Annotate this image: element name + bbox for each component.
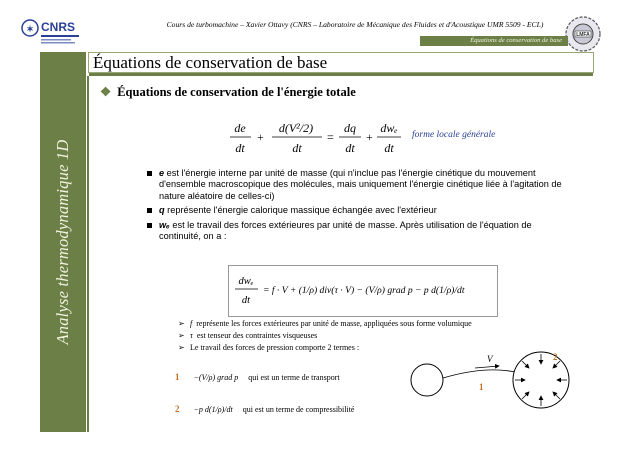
- eq1-term3-num: dq: [344, 121, 356, 135]
- course-header: Cours de turbomachine – Xavier Ottavy (CNRS – Laboratoire de Mécanique des Fluides et d'Acoustique UMR 5509 - ECL): [166, 20, 544, 29]
- term-number: 1: [175, 372, 180, 382]
- bullet-symbol: wₑ: [159, 219, 170, 230]
- work-equation: [228, 265, 498, 317]
- sub-text: est tenseur des contraintes visqueuses: [196, 331, 318, 340]
- term-text: qui est un terme de compressibilité: [242, 405, 355, 414]
- section-tag: Équations de conservation de base: [420, 36, 568, 46]
- sub-text: Le travail des forces de pression comporte 2 termes :: [190, 343, 360, 352]
- bullet-symbol: e: [159, 168, 165, 178]
- eq1-term2-num: d(V²/2): [278, 121, 314, 135]
- velocity-label: V: [487, 354, 493, 364]
- list-item: [147, 168, 567, 202]
- list-item: [178, 318, 578, 329]
- svg-text:+: +: [257, 130, 264, 144]
- sidebar-label: Analyse thermodynamique 1D: [53, 139, 72, 345]
- term-number: 2: [175, 404, 180, 414]
- list-item: [147, 205, 567, 216]
- label-1: 1: [479, 382, 484, 392]
- energy-equation: [226, 116, 406, 167]
- term-expr: −(V/ρ) grad p: [193, 373, 239, 382]
- definition-list: [147, 168, 567, 245]
- eq1-term1-num: de: [234, 121, 246, 135]
- flow-diagram: [407, 330, 577, 425]
- arrow-bullet-icon: ➢: [178, 319, 185, 328]
- cnrs-logo: [20, 14, 84, 48]
- svg-text:+: +: [366, 130, 373, 144]
- svg-text:✶: ✶: [26, 24, 34, 34]
- term-expr: −p d(1/ρ)/dt: [193, 405, 233, 414]
- eq2-rhs: = f · V + (1/ρ) div(τ · V) − (V/ρ) grad p − p d(1/ρ)/dt: [263, 285, 465, 296]
- equation-note: forme locale générale: [412, 130, 496, 140]
- logo-right-text: LMFA: [576, 32, 590, 38]
- bullet-text: est le travail des forces extérieures par unité de masse. Après utilisation de l'équation de continuité, on a :: [159, 219, 532, 242]
- section-heading: [100, 84, 356, 100]
- eq1-term2-den: dt: [292, 141, 302, 155]
- eq1-term4-num: dwₑ: [380, 121, 398, 135]
- eq1-term4-den: dt: [384, 141, 394, 155]
- lmfa-logo: [563, 14, 603, 54]
- label-2: 2: [553, 352, 558, 362]
- sub-symbol: f: [190, 319, 193, 328]
- term-row: [175, 372, 340, 382]
- sub-text: représente les forces extérieures par unité de masse, appliquées sous forme volumique: [196, 319, 472, 328]
- diamond-bullet-icon: ❖: [100, 85, 112, 99]
- arrow-bullet-icon: ➢: [178, 331, 185, 340]
- section-heading-text: Équations de conservation de l'énergie totale: [117, 85, 356, 99]
- term-row: [175, 404, 354, 414]
- sub-symbol: τ: [190, 331, 193, 340]
- eq1-term3-den: dt: [345, 141, 355, 155]
- eq1-term1-den: dt: [235, 141, 245, 155]
- arrow-bullet-icon: ➢: [178, 343, 185, 352]
- bullet-text: représente l'énergie calorique massique échangée avec l'extérieur: [164, 205, 437, 216]
- content-divider: [87, 76, 89, 432]
- list-item: [147, 220, 567, 243]
- bullet-symbol: q: [159, 205, 165, 216]
- svg-text:=: =: [327, 130, 334, 144]
- particle-1-circle: [411, 364, 443, 396]
- term-text: qui est un terme de transport: [248, 373, 340, 382]
- eq2-lhs-den: dt: [241, 295, 251, 306]
- eq2-lhs-num: dwₑ: [238, 276, 254, 287]
- velocity-arrow: [475, 366, 499, 368]
- bullet-text: est l'énergie interne par unité de masse (qui n'inclue pas l'énergie cinétique du mouvement d'ensemble macroscopique des molécules, mais uniquement l'énergie cinétique liée à l'agitation de nature aléatoire de celles-ci): [159, 168, 562, 201]
- logo-left-text: CNRS: [41, 20, 76, 34]
- page-title: Équations de conservation de base: [93, 53, 328, 72]
- sidebar: [40, 52, 86, 432]
- title-box: [88, 52, 594, 73]
